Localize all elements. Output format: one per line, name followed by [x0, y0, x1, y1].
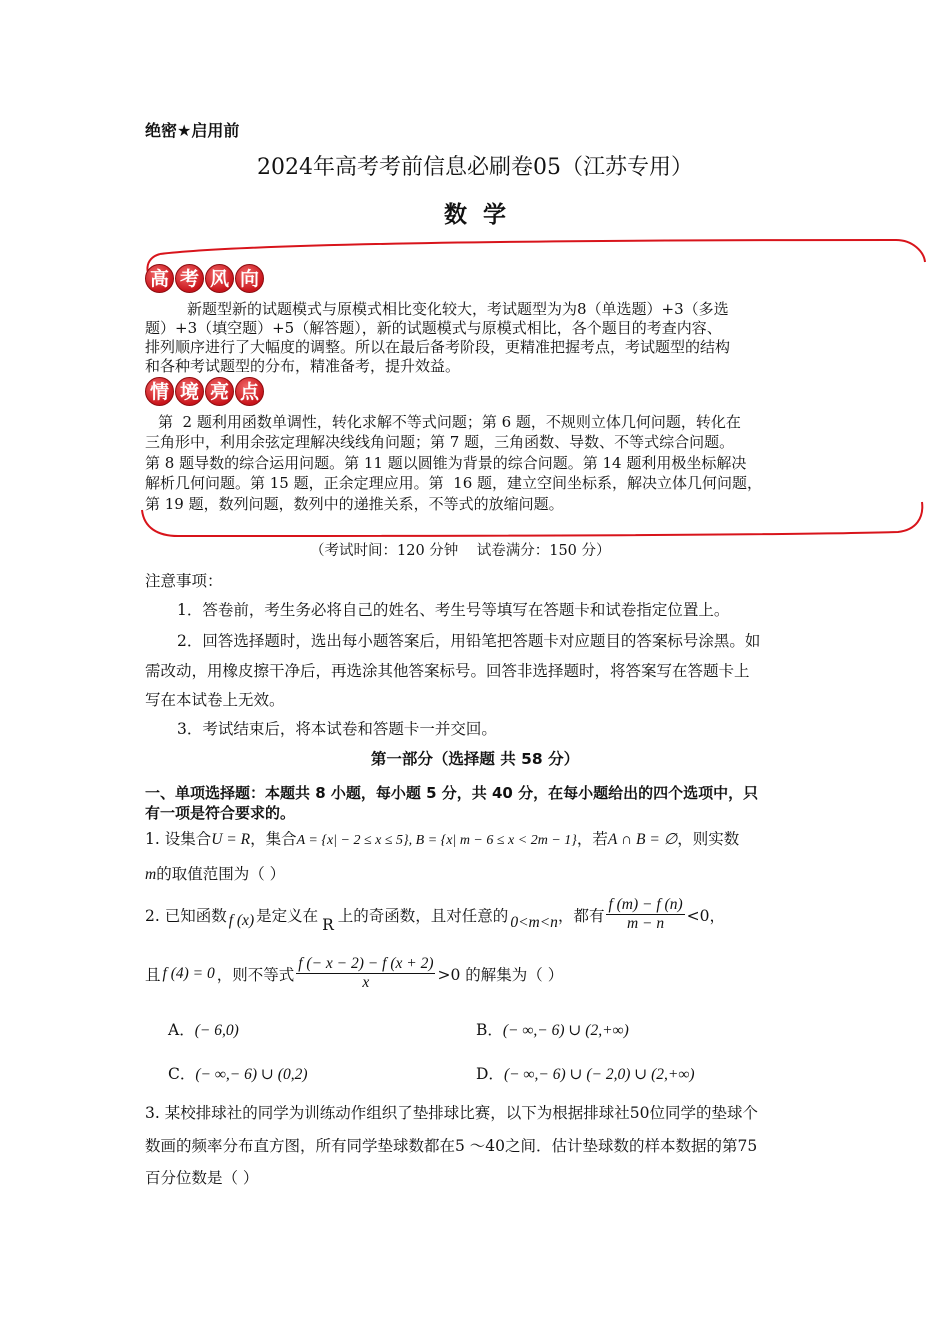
option-d [476, 1062, 695, 1084]
highlight-line: 第 2 题利用函数单调性，转化求解不等式问题；第 6 题，不规则立体几何问题，转化在 [158, 413, 741, 431]
question-1 [145, 827, 739, 849]
q2-inequality-fraction [296, 955, 435, 992]
q1-set-b: , B = {x| m − 6 ≤ x < 2m − 1} [408, 833, 577, 848]
q3-range: 5 ～40 [455, 1137, 506, 1155]
q1-prefix: 1. 设集合 [145, 830, 212, 848]
option-label: D． [476, 1065, 504, 1083]
badge-char: 向 [235, 264, 264, 293]
q3-p75: 75 [737, 1137, 758, 1155]
part1-title: 第一部分（选择题 共 58 分） [370, 750, 580, 768]
question-2-line2 [145, 955, 563, 992]
option-label: A． [168, 1021, 195, 1039]
highlight-line: 第 8 题导数的综合运用问题。第 11 题以圆锥为背景的综合问题。第 14 题利用极坐标解决 [145, 454, 747, 472]
notice-item: 1．答卷前，考生务必将自己的姓名、考生号等填写在答题卡和试卷指定位置上。 [177, 601, 730, 619]
q3-line2b: 之间．估计垫球数的样本数据的第 [505, 1137, 738, 1155]
q2-frac-den: m − n [626, 915, 665, 932]
q3-line1b: 位同学的垫球个 [649, 1104, 758, 1122]
exam-title: 2024年高考考前信息必刷卷05（江苏专用） [257, 155, 693, 180]
q2-line2a: 且 [145, 965, 161, 984]
q3-line1a: 3. 某校排球社的同学为训练动作组织了垫排球比赛，以下为根据排球社 [145, 1104, 630, 1122]
notice-item: 需改动，用橡皮擦干净后，再选涂其他答案标号。回答非选择题时，将答案写在答题卡上 [145, 662, 750, 680]
trend-line: 新题型新的试题模式与原模式相比变化较大，考试题型为为8（单选题）+3（多选 [187, 300, 729, 318]
q2-range: 0<m<n [510, 913, 558, 931]
section-heading: 有一项是符合要求的。 [145, 804, 296, 822]
q2-lt0: <0， [686, 906, 725, 925]
notice-item: 2．回答选择题时，选出每小题答案后，用铅笔把答题卡对应题目的答案标号涂黑。如 [177, 632, 761, 650]
q2-fx: f (x) [228, 911, 255, 929]
q2-line2b: ，则不等式 [216, 965, 295, 984]
option-label: C． [168, 1065, 196, 1083]
section-heading: 一、单项选择题：本题共 8 小题，每小题 5 分，共 40 分，在每小题给出的四个选项中，只 [145, 784, 759, 802]
notice-item: 3．考试结束后，将本试卷和答题卡一并交回。 [177, 720, 497, 738]
q2-frac2-den: x [362, 974, 370, 991]
q2-frac-num: f (m) − f (n) [608, 896, 683, 913]
badge-char: 高 [145, 264, 174, 293]
q2-text1: 是定义在 [256, 906, 319, 925]
q1-set-a: A = {x| − 2 ≤ x ≤ 5} [296, 833, 409, 848]
option-a [168, 1018, 239, 1040]
highlight-badge [145, 377, 264, 406]
q2-prefix: 2. 已知函数 [145, 906, 227, 925]
q2-fraction [606, 896, 684, 933]
q2-gt0: >0 的解集为（ ） [437, 965, 564, 984]
secret-label: 绝密★启用前 [145, 121, 240, 140]
q1-line2: 的取值范围为（ ） [156, 865, 286, 883]
option-value: (− ∞,− 6) ∪ (2,+∞) [502, 1022, 629, 1039]
q1-condition: A ∩ B = ∅ [607, 831, 678, 848]
q3-line2a: 数画的频率分布直方图，所有同学垫球数都在 [145, 1137, 456, 1155]
notice-item: 写在本试卷上无效。 [145, 691, 285, 709]
badge-char: 考 [175, 264, 204, 293]
option-label: B． [476, 1021, 503, 1039]
question-1-line2 [145, 862, 285, 884]
badge-char: 风 [205, 264, 234, 293]
highlight-line: 解析几何问题。第 15 题，正余定理应用。第 16 题，建立空间坐标系，解决立体几何问题， [145, 474, 763, 492]
question-3 [145, 1101, 758, 1123]
option-c [168, 1062, 307, 1084]
q2-frac2-num: f (− x − 2) − f (x + 2) [298, 955, 434, 972]
notice-title: 注意事项： [145, 572, 223, 590]
question-2 [145, 896, 725, 933]
question-3-line2 [145, 1134, 757, 1156]
q2-text2: 上的奇函数，且对任意的 [337, 906, 509, 925]
option-b [476, 1018, 629, 1040]
q1-cond-prefix: ，若 [576, 830, 608, 848]
q2-text3: ，都有 [557, 906, 605, 925]
trend-badge [145, 264, 264, 293]
trend-line: 和各种考试题型的分布，精准备考，提升效益。 [145, 357, 461, 375]
option-value: (− ∞,− 6) ∪ (− 2,0) ∪ (2,+∞) [503, 1066, 695, 1083]
option-value: (− ∞,− 6) ∪ (0,2) [195, 1066, 308, 1083]
q1-mid: ，集合 [250, 830, 297, 848]
q1-set-u: U = R [211, 831, 251, 848]
badge-char: 点 [235, 377, 264, 406]
option-value: (− 6,0) [194, 1022, 239, 1039]
q1-var-m: m [145, 866, 157, 883]
question-3-line3: 百分位数是（ ） [145, 1169, 259, 1187]
exam-info: （考试时间：120 分钟 试卷满分：150 分） [310, 543, 611, 559]
highlight-line: 第 19 题，数列问题，数列中的递推关系，不等式的放缩问题。 [145, 495, 564, 513]
trend-line: 排列顺序进行了大幅度的调整。所以在最后备考阶段，更精准把握考点，考试题型的结构 [145, 338, 731, 356]
badge-char: 亮 [205, 377, 234, 406]
badge-char: 境 [175, 377, 204, 406]
q1-tail: ，则实数 [677, 830, 740, 848]
q3-n50: 50 [629, 1104, 650, 1122]
badge-char: 情 [145, 377, 174, 406]
q2-real: R [322, 915, 334, 934]
highlight-line: 三角形中，利用余弦定理解决线线角问题；第 7 题，三角函数、导数、不等式综合问题。 [145, 433, 735, 451]
q2-f4: f (4) = 0 [162, 964, 215, 982]
trend-line: 题）+3（填空题）+5（解答题），新的试题模式与原模式相比，各个题目的考查内容、 [145, 319, 722, 337]
subject-title: 数 学 [443, 201, 506, 228]
